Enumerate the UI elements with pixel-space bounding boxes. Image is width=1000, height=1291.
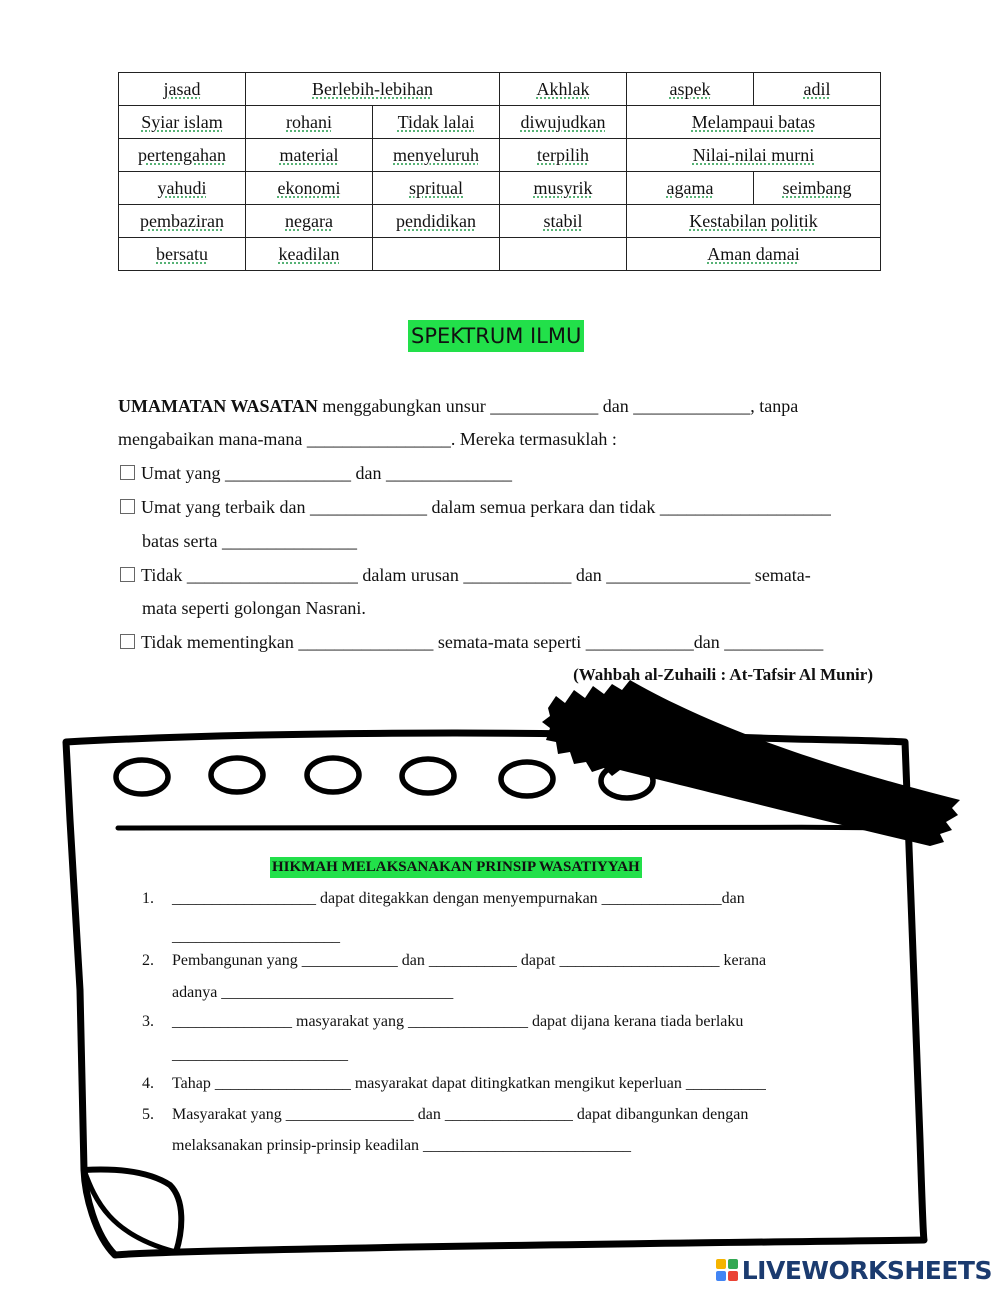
hikmah-item-line-continued: ______________________: [172, 1046, 348, 1063]
word-cell: Syiar islam: [119, 106, 246, 139]
intro-line-1: UMAMATAN WASATAN menggabungkan unsur ____________ dan _____________, tanpa: [118, 396, 799, 416]
hikmah-item-number: 5.: [142, 1106, 154, 1123]
bullet-3-continued: mata seperti golongan Nasrani.: [142, 598, 366, 618]
bullet-2-continued: batas serta _______________: [142, 531, 357, 551]
word-cell: pendidikan: [373, 205, 500, 238]
word-cell: aspek: [627, 73, 754, 106]
word-cell: jasad: [119, 73, 246, 106]
word-cell: pembaziran: [119, 205, 246, 238]
word-cell: Kestabilan politik: [627, 205, 881, 238]
bullet-3: Tidak ___________________ dalam urusan ____________ dan ________________ semata-: [120, 564, 811, 586]
hikmah-item-number: 3.: [142, 1013, 154, 1030]
hikmah-item-number: 4.: [142, 1075, 154, 1092]
liveworksheets-logo-text: LIVEWORKSHEETS: [741, 1255, 992, 1285]
section-title-spektrum: SPEKTRUM ILMU: [408, 320, 584, 352]
word-cell: Melampaui batas: [627, 106, 881, 139]
word-cell: menyeluruh: [373, 139, 500, 172]
word-cell: agama: [627, 172, 754, 205]
hikmah-item-number: 2.: [142, 952, 154, 969]
liveworksheets-logo: [716, 1254, 992, 1286]
word-cell: ekonomi: [246, 172, 373, 205]
word-cell: keadilan: [246, 238, 373, 271]
hikmah-item-line: Tahap _________________ masyarakat dapat ditingkatkan mengikut keperluan __________: [172, 1075, 766, 1092]
hikmah-item-line: Pembangunan yang ____________ dan ___________ dapat ____________________ kerana: [172, 952, 767, 969]
word-cell: yahudi: [119, 172, 246, 205]
citation: (Wahbah al-Zuhaili : At-Tafsir Al Munir): [573, 665, 873, 684]
word-cell: pertengahan: [119, 139, 246, 172]
word-cell: Akhlak: [500, 73, 627, 106]
word-cell: rohani: [246, 106, 373, 139]
word-cell: spritual: [373, 172, 500, 205]
word-cell: seimbang: [754, 172, 881, 205]
intro-line-2: mengabaikan mana-mana ________________. Mereka termasuklah :: [118, 429, 617, 449]
word-cell: diwujudkan: [500, 106, 627, 139]
section-title-hikmah: HIKMAH MELAKSANAKAN PRINSIP WASATIYYAH: [270, 857, 642, 878]
word-cell: terpilih: [500, 139, 627, 172]
bullet-1: Umat yang ______________ dan ______________: [120, 462, 512, 484]
word-cell: material: [246, 139, 373, 172]
hikmah-item-line-continued: adanya _____________________________: [172, 984, 454, 1001]
word-cell: musyrik: [500, 172, 627, 205]
hikmah-item-line-continued: melaksanakan prinsip-prinsip keadilan __________________________: [172, 1137, 632, 1154]
word-cell: negara: [246, 205, 373, 238]
bullet-4: Tidak mementingkan _______________ semata-mata seperti ____________dan ___________: [120, 631, 823, 653]
word-cell: Tidak lalai: [373, 106, 500, 139]
hikmah-item-number: 1.: [142, 890, 154, 907]
word-cell: stabil: [500, 205, 627, 238]
word-cell: Nilai-nilai murni: [627, 139, 881, 172]
hikmah-item-line: Masyarakat yang ________________ dan ________________ dapat dibangunkan dengan: [172, 1106, 749, 1123]
bullet-2: Umat yang terbaik dan _____________ dalam semua perkara dan tidak ___________________: [120, 496, 831, 518]
word-cell: Berlebih-lebihan: [246, 73, 500, 106]
word-cell: bersatu: [119, 238, 246, 271]
hikmah-item-line: __________________ dapat ditegakkan dengan menyempurnakan _______________dan: [172, 890, 745, 907]
hikmah-item-line: _______________ masyarakat yang _______________ dapat dijana kerana tiada berlaku: [172, 1013, 744, 1030]
word-cell: adil: [754, 73, 881, 106]
word-cell: Aman damai: [627, 238, 881, 271]
liveworksheets-logo-icon: [716, 1259, 738, 1281]
hikmah-item-line-continued: _____________________: [172, 928, 340, 945]
